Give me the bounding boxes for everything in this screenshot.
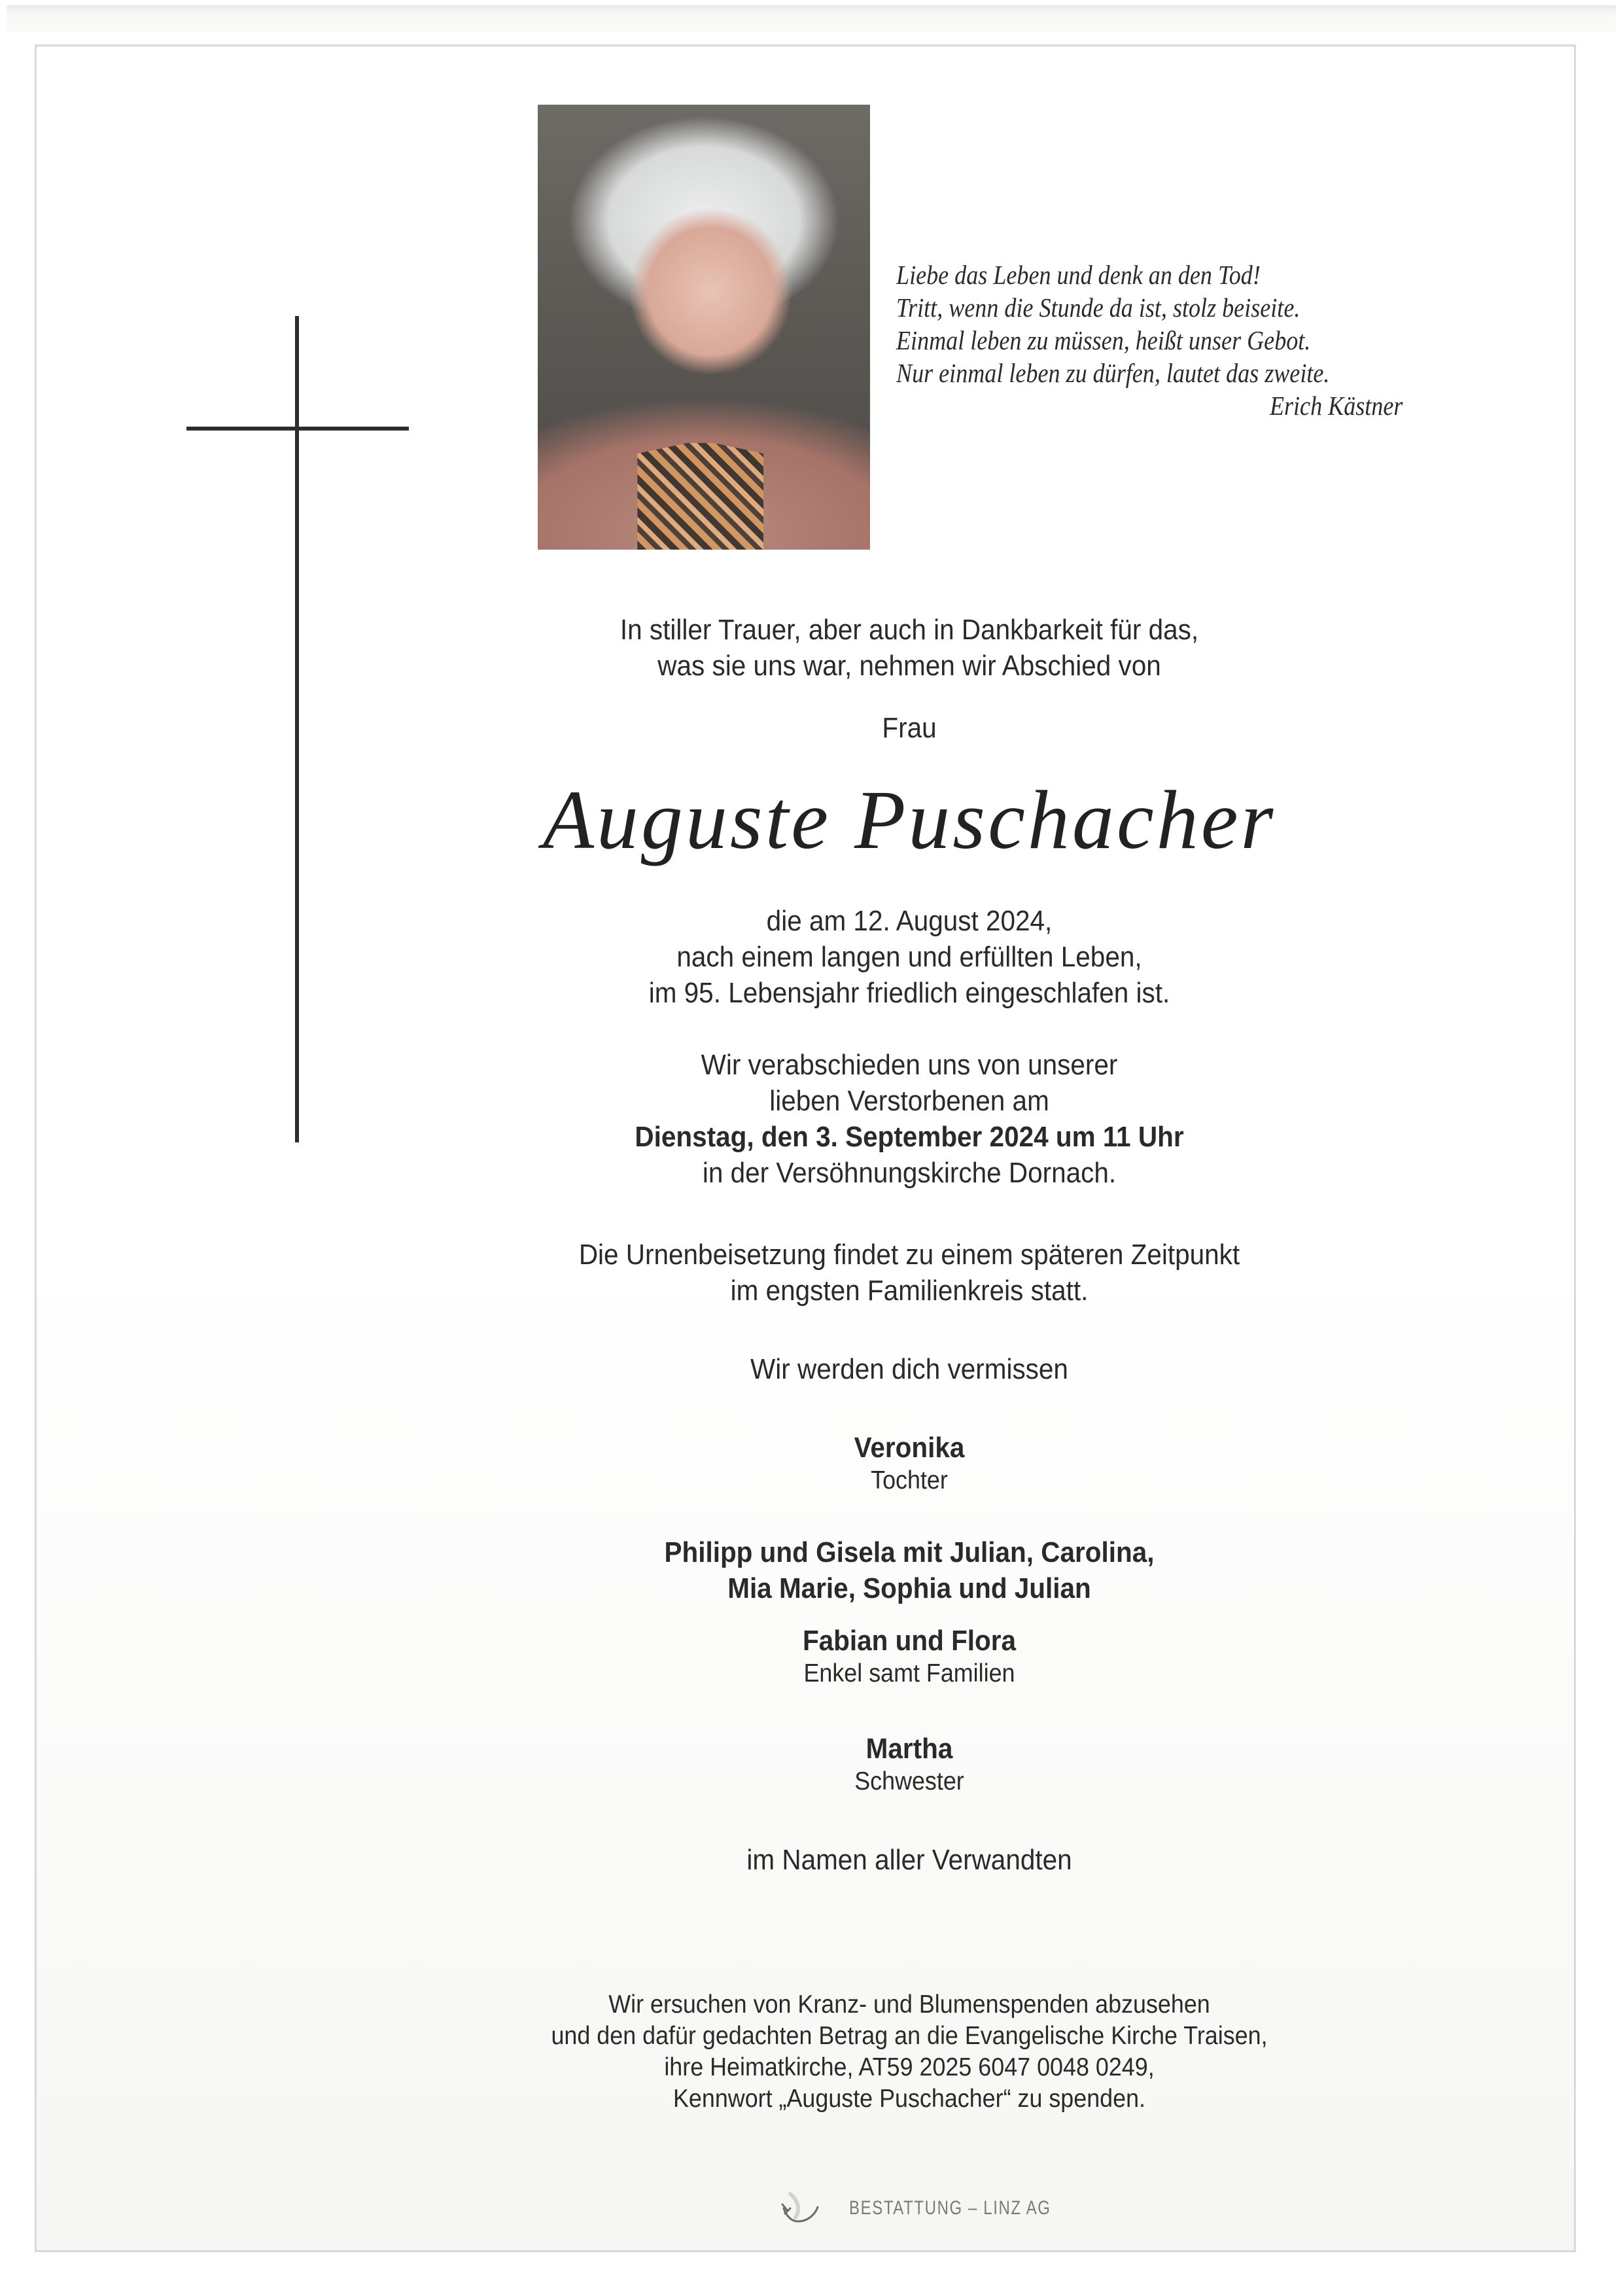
on-behalf-text: im Namen aller Verwandten [746, 1844, 1072, 1876]
burial-line: Die Urnenbeisetzung findet zu einem späteren Zeitpunkt [578, 1239, 1240, 1271]
mourner-group [494, 1731, 1325, 1797]
funeral-home-logo [778, 2189, 1102, 2228]
death-line: nach einem langen und erfüllten Leben, [676, 941, 1142, 973]
poem-quote [896, 258, 1403, 422]
farewell-line: Wir verabschieden uns von unserer [701, 1049, 1118, 1081]
cross-icon-horizontal [186, 427, 409, 431]
mourner-group [494, 1430, 1325, 1496]
mourner-name: Philipp und Gisela mit Julian, Carolina, [664, 1536, 1155, 1568]
quote-line: Nur einmal leben zu dürfen, lautet das zweite. [896, 358, 1330, 388]
logo-text: BESTATTUNG – LINZ AG [849, 2197, 1051, 2219]
photo-shirt-pattern [637, 443, 763, 550]
mourner-name: Mia Marie, Sophia und Julian [727, 1572, 1091, 1604]
mourner-relation: Schwester [854, 1767, 964, 1795]
farewell-datetime: Dienstag, den 3. September 2024 um 11 Uhr [635, 1121, 1184, 1153]
mourner-relation: Enkel samt Familien [803, 1659, 1015, 1687]
salutation-text: Frau [882, 712, 937, 744]
quote-author: Erich Kästner [1269, 391, 1403, 421]
portrait-photo [538, 105, 870, 550]
intro-line: In stiller Trauer, aber auch in Dankbarkeit für das, [620, 614, 1199, 646]
intro-line: was sie uns war, nehmen wir Abschied von [657, 650, 1161, 682]
cross-icon-vertical [295, 316, 299, 1142]
quote-line: Einmal leben zu müssen, heißt unser Gebot. [896, 325, 1311, 355]
donation-line: und den dafür gedachten Betrag an die Evangelische Kirche Traisen, [551, 2022, 1268, 2050]
intro-text [494, 612, 1325, 684]
farewell-line: lieben Verstorbenen am [769, 1085, 1049, 1117]
mourner-relation: Tochter [871, 1466, 948, 1494]
donation-line: Wir ersuchen von Kranz- und Blumenspenden abzusehen [608, 1990, 1210, 2019]
farewell-details [494, 1047, 1325, 1191]
donation-request [494, 1989, 1325, 2115]
death-notice [494, 903, 1325, 1011]
mourner-name: Martha [865, 1733, 953, 1765]
mourner-name: Veronika [854, 1432, 965, 1464]
burial-line: im engsten Familienkreis statt. [730, 1275, 1089, 1307]
farewell-location: in der Versöhnungskirche Dornach. [702, 1157, 1117, 1189]
deceased-name: Auguste Puschacher [542, 773, 1276, 866]
mourner-group [494, 1534, 1325, 1606]
on-behalf [494, 1842, 1325, 1878]
miss-you-text: Wir werden dich vermissen [750, 1353, 1068, 1385]
mourner-group [494, 1623, 1325, 1689]
burial-note [494, 1237, 1325, 1309]
salutation [494, 710, 1325, 746]
death-line: im 95. Lebensjahr friedlich eingeschlafen ist. [648, 977, 1170, 1009]
donation-line: Kennwort „Auguste Puschacher“ zu spenden. [672, 2085, 1146, 2113]
quote-line: Liebe das Leben und denk an den Tod! [896, 260, 1261, 290]
death-line: die am 12. August 2024, [766, 905, 1053, 937]
leaf-swoosh-icon [778, 2189, 824, 2228]
scan-top-shadow [7, 5, 1616, 31]
miss-you [494, 1351, 1325, 1387]
donation-line: ihre Heimatkirche, AT59 2025 6047 0048 0249, [664, 2053, 1155, 2081]
mourner-name: Fabian und Flora [802, 1625, 1017, 1657]
quote-line: Tritt, wenn die Stunde da ist, stolz beiseite. [896, 292, 1300, 323]
